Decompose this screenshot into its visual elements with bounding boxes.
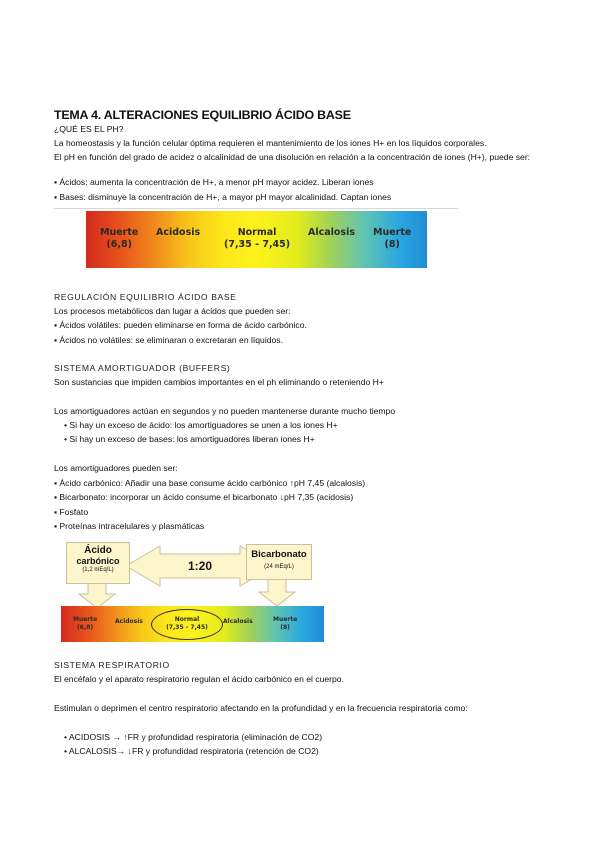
ph-label-text: Normal	[237, 227, 277, 238]
list-item: ▪ Fosfato	[54, 507, 89, 517]
box-title: carbónico	[76, 556, 120, 566]
section-heading: SISTEMA AMORTIGUADOR (BUFFERS)	[54, 363, 231, 373]
paragraph: El encéfalo y el aparato respiratorio regulan el ácido carbónico en el cuerpo.	[54, 674, 344, 684]
paragraph: Los procesos metabólicos dan lugar a ácidos que pueden ser:	[54, 306, 291, 316]
ph-label-value: (8)	[280, 624, 290, 631]
ph-label-acidosis: Acidosis	[156, 227, 201, 238]
bicarbonate-box	[246, 544, 312, 580]
list-item: ▪ Bases: disminuye la concentración de H+, a mayor pH mayor alcalinidad. Captan iones	[54, 192, 392, 202]
list-item: ▪ Bicarbonato: incorporar un ácido consume el bicarbonato ↓pH 7,35 (acidosis)	[54, 492, 354, 502]
list-item: ▪ Ácidos no volátiles: se eliminaran o excretaran en líquidos.	[54, 335, 283, 345]
list-item: ▪ Ácido carbónico: Añadir una base consume ácido carbónico ↑pH 7,45 (alcalosis)	[54, 478, 366, 488]
paragraph: Los amortiguadores actúan en segundos y no pueden mantenerse durante mucho tiempo	[54, 406, 396, 416]
list-item: • ACIDOSIS → ↑FR y profundidad respiratoria (eliminación de CO2)	[64, 732, 323, 742]
list-item: ▪ Ácidos: aumenta la concentración de H+, a menor pH mayor acidez. Liberan iones	[54, 177, 374, 187]
ph-label-normal	[151, 609, 223, 640]
ph-label-alcalosis: Alcalosis	[223, 618, 253, 625]
ph-label-text: Normal	[174, 616, 200, 623]
ph-scale-bar-small	[61, 606, 324, 642]
list-item: • Si hay un exceso de bases: los amortiguadores liberan iones H+	[64, 434, 315, 444]
question-heading: ¿QUÉ ES EL PH?	[54, 124, 124, 134]
ph-label-value: (7,35 - 7,45)	[166, 624, 208, 631]
ph-label-value: (6,8)	[106, 239, 132, 250]
ph-label-alcalosis: Alcalosis	[308, 227, 355, 238]
ph-label-value: (8)	[384, 239, 400, 250]
ph-label-text: Muerte	[100, 227, 139, 238]
ph-label-death-low	[73, 616, 97, 632]
paragraph: Los amortiguadores pueden ser:	[54, 463, 178, 473]
ph-label-text: Muerte	[73, 616, 98, 623]
section-heading: SISTEMA RESPIRATORIO	[54, 660, 170, 670]
box-subtitle: (24 mEq/L)	[264, 564, 294, 570]
ph-label-acidosis: Acidosis	[115, 618, 143, 625]
list-item: ▪ Proteínas intracelulares y plasmáticas	[54, 521, 205, 531]
section-heading: REGULACIÓN EQUILIBRIO ÁCIDO BASE	[54, 292, 237, 302]
list-item: ▪ Ácidos volátiles: pueden eliminarse en forma de ácido carbónico.	[54, 320, 307, 330]
box-title: Bicarbonato	[251, 549, 307, 560]
box-subtitle: (1,2 mEq/L)	[82, 567, 114, 573]
ph-label-death-high	[273, 616, 297, 632]
paragraph: El pH en función del grado de acidez o alcalinidad de una disolución en relación a la concentración de iones (H+), puede ser:	[54, 152, 531, 162]
page-title: TEMA 4. ALTERACIONES EQUILIBRIO ÁCIDO BASE	[54, 108, 351, 122]
ph-label-value: (6,8)	[77, 624, 94, 631]
down-arrow-icon	[259, 578, 295, 606]
ph-label-text: Muerte	[373, 227, 412, 238]
box-title: Ácido	[84, 545, 112, 556]
carbonic-acid-box	[66, 542, 130, 584]
down-arrow-icon	[79, 582, 115, 608]
paragraph: Son sustancias que impiden cambios importantes en el ph eliminando o reteniendo H+	[54, 377, 384, 387]
ph-label-value: (7,35 - 7,45)	[224, 239, 291, 250]
ratio-label: 1:20	[187, 559, 213, 573]
paragraph: La homeostasis y la función celular óptima requieren el mantenimiento de los iones H+ en los líquidos corporales.	[54, 138, 487, 148]
list-item: • ALCALOSIS→ ↓FR y profundidad respiratoria (retención de CO2)	[64, 746, 319, 756]
paragraph: Estimulan o deprimen el centro respiratorio afectando en la profundidad y en la frecuencia respiratoria como:	[54, 703, 468, 713]
list-item: • Si hay un exceso de ácido: los amortiguadores se unen a los iones H+	[64, 420, 338, 430]
ph-label-text: Muerte	[273, 616, 298, 623]
